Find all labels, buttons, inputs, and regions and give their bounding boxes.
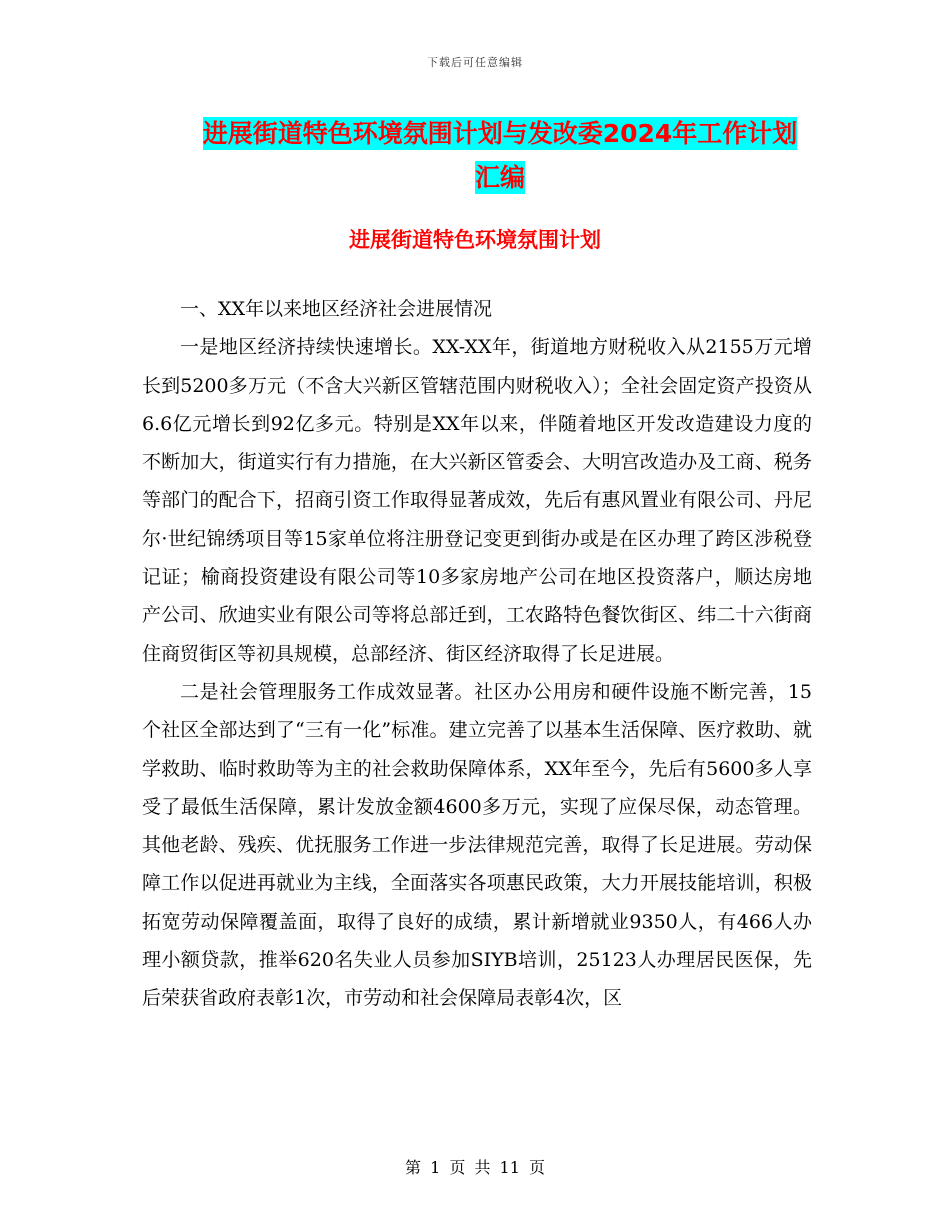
page-footer: 第 1 页 共 11 页 (405, 1158, 545, 1177)
main-title (140, 112, 860, 200)
sub-title: 进展街道特色环境氛围计划 (349, 228, 601, 252)
main-title-line1: 进展街道特色环境氛围计划与发改委2024年工作计划 (202, 119, 798, 148)
paragraph-social-services: 二是社会管理服务工作成效显著。社区办公用房和硬件设施不断完善，15个社区全部达到了“三有一化”标准。建立完善了以基本生活保障、医疗救助、就学救助、临时救助等为主的社会救助保障体系，XX年至今，先后有5600多人享受了最低生活保障，累计发放金额4600多万元，实现了应保尽保，动态管理。其他老龄、残疾、优抚服务工作进一步法律规范完善，取得了长足进展。劳动保障工作以促进再就业为主线，全面落实各项惠民政策，大力开展技能培训，积极拓宽劳动保障覆盖面，取得了良好的成绩，累计新增就业9350人，有466人办理小额贷款，推举620名失业人员参加SIYB培训，25123人办理居民医保，先后荣获省政府表彰1次，市劳动和社会保障局表彰4次，区 (142, 680, 812, 1010)
main-title-line2: 汇编 (474, 163, 525, 192)
header-note: 下载后可任意编辑 (427, 56, 523, 69)
document-body (142, 290, 812, 1018)
section-heading: 一、XX年以来地区经济社会进展情况 (180, 298, 493, 320)
paragraph-economy: 一是地区经济持续快速增长。XX-XX年，街道地方财税收入从2155万元增长到5200多万元（不含大兴新区管辖范围内财税收入）；全社会固定资产投资从6.6亿元增长到92亿多元。特别是XX年以来，伴随着地区开发改造建设力度的不断加大，街道实行有力措施，在大兴新区管委会、大明宫改造办及工商、税务等部门的配合下，招商引资工作取得显著成效，先后有惠风置业有限公司、丹尼尔·世纪锦绣项目等15家单位将注册登记变更到街办或是在区办理了跨区涉税登记证；榆商投资建设有限公司等10多家房地产公司在地区投资落户，顺达房地产公司、欣迪实业有限公司等将总部迁到，工农路特色餐饮街区、纬二十六街商住商贸街区等初具规模，总部经济、街区经济取得了长足进展。 (142, 336, 812, 665)
